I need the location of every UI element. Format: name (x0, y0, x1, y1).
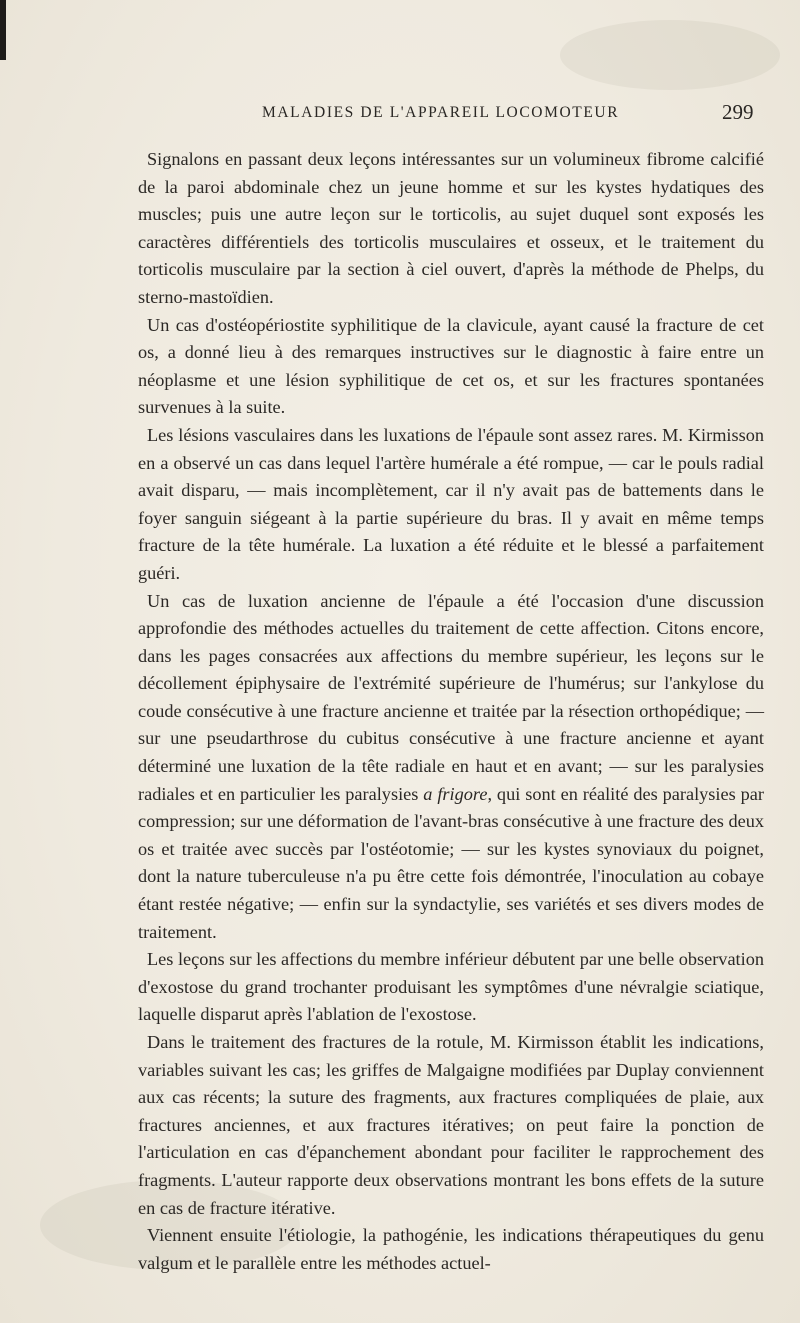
italic-phrase: a frigore (423, 783, 488, 804)
running-title: MALADIES DE L'APPAREIL LOCOMOTEUR (262, 104, 620, 121)
page-number: 299 (722, 100, 754, 124)
paragraph: Un cas d'ostéopériostite syphilitique de la clavicule, ayant causé la fracture de cet os, a donné lieu à des remarques instructives sur le diagnostic à faire entre un néoplasme et une lésion syphilitique de cet os, et sur les fractures spontanées survenues à la suite. (138, 314, 764, 418)
paragraph: Les leçons sur les affections du membre inférieur débutent par une belle observation d'exostose du grand trochanter produisant les symptômes d'une névralgie sciatique, laquelle disparut après l'ablation de l'exostose. (138, 949, 764, 1025)
paragraph: Viennent ensuite l'étiologie, la pathogénie, les indications thérapeutiques du genu valgum et le parallèle entre les méthodes actuel- (138, 1225, 764, 1273)
paragraph: Les lésions vasculaires dans les luxations de l'épaule sont assez rares. M. Kirmisson en a observé un cas dans lequel l'artère humérale a été rompue, — car le pouls radial avait disparu, — mais incomplètement, car il n'y avait pas de battements dans le foyer sanguin siégeant à la partie supérieure du bras. Il y avait en même temps fracture de la tête humérale. La luxation a été réduite et le blessé a parfaitement guéri. (138, 424, 764, 583)
paper-stain (560, 20, 780, 90)
body-text (138, 146, 764, 1277)
paragraph: Dans le traitement des fractures de la rotule, M. Kirmisson établit les indications, variables suivant les cas; les griffes de Malgaigne modifiées par Duplay conviennent aux cas récents; la suture des fragments, aux fractures compliquées de plaie, aux fractures anciennes, et aux fractures itératives; on peut faire la ponction de l'articulation en cas d'épanchement abondant pour faciliter le rapprochement des fragments. L'auteur rapporte deux observations montrant les bons effets de la suture en cas de fracture itérative. (138, 1032, 764, 1218)
paragraph-text: Un cas de luxation ancienne de l'épaule a été l'occasion d'une discussion approfondie des méthodes actuelles du traitement de cette affection. Citons encore, dans les pages consacrées aux affections du membre supérieur, les leçons sur le décollement épiphysaire de l'extrémité supérieure de l'humérus; sur l'ankylose du coude consécutive à une fracture ancienne et traitée par la résection orthopédique; — sur une pseudarthrose du cubitus consécutive à une fracture ancienne et ayant déterminé une luxation de la tête radiale en haut et en avant; — sur les paralysies radiales et en particulier les paralysies (138, 590, 764, 804)
paragraph-text: , qui sont en réalité des paralysies par compression; sur une déformation de l'avant-bras consécutive à une fracture des deux os et traitée avec succès par l'ostéotomie; — sur les kystes synoviaux du poignet, dont la nature tuberculeuse n'a pu être cette fois démontrée, l'inoculation au cobaye étant restée négative; — enfin sur la syndactylie, ses variétés et ses divers modes de traitement. (138, 783, 764, 942)
page-edge-shadow (0, 0, 6, 60)
paragraph: Signalons en passant deux leçons intéressantes sur un volumineux fibrome calcifié de la paroi abdominale chez un jeune homme et sur les kystes hydatiques des muscles; puis une autre leçon sur le torticolis, au sujet duquel sont exposés les caractères différentiels des torticolis musculaires et osseux, et le traitement du torticolis musculaire par la section à ciel ouvert, d'après la méthode de Phelps, du sterno-mastoïdien. (138, 149, 764, 307)
paragraph (138, 588, 764, 947)
